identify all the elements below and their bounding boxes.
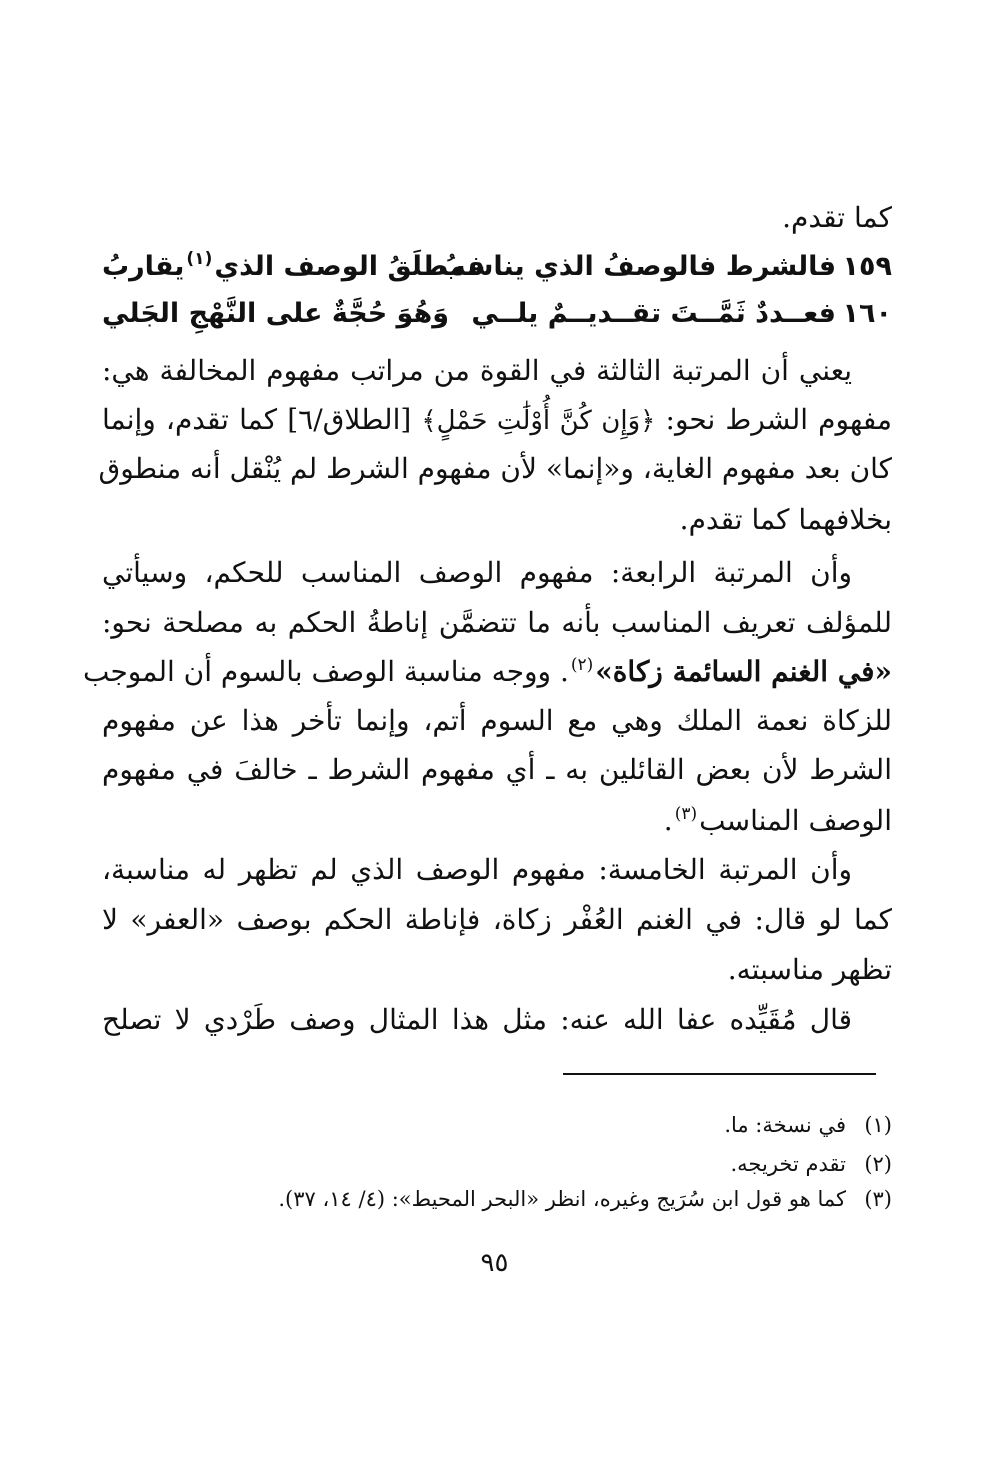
verse-text-end: يقاربُ bbox=[102, 251, 185, 282]
paragraph-line bbox=[83, 650, 892, 698]
footnote-marker: (٢) bbox=[570, 655, 594, 675]
paragraph-line bbox=[102, 799, 892, 847]
footnote-number: (٢) bbox=[864, 1152, 892, 1176]
paragraph-line: للزكاة نعمة الملك وهي مع السوم أتم، وإنما تأخر هذا عن مفهوم bbox=[102, 704, 892, 737]
page-number: ٩٥ bbox=[480, 1248, 509, 1278]
paragraph-line: تظهر مناسبته. bbox=[727, 953, 892, 986]
footnote-marker: (٣) bbox=[674, 804, 698, 824]
paragraph-line: للمؤلف تعريف المناسب بأنه ما تتضمَّن إناطةُ الحكم به مصلحة نحو: bbox=[102, 606, 892, 639]
verse-number: ١٦٠ bbox=[842, 298, 892, 329]
paragraph-line: بخلافهما كما تقدم. bbox=[679, 503, 892, 536]
verse-text: فمطلَقُ الوصف الذي bbox=[214, 251, 485, 282]
footnote-number: (٣) bbox=[864, 1187, 892, 1211]
text-run: الوصف المناسب bbox=[699, 804, 892, 837]
quran-verse: ﴿وَإِن كُنَّ أُوْلَٰتِ حَمْلٍ﴾ bbox=[421, 406, 656, 436]
text-run: . ووجه مناسبة الوصف بالسوم أن الموجب bbox=[83, 655, 569, 688]
paragraph-line: كما لو قال: في الغنم العُفْر زكاة، فإناطة الحكم بوصف «العفر» لا bbox=[102, 903, 892, 936]
footnote-marker: (١) bbox=[186, 249, 213, 269]
intro-line: كما تقدم. bbox=[782, 201, 892, 234]
paragraph-line: وأن المرتبة الرابعة: مفهوم الوصف المناسب للحكم، وسيأتي bbox=[102, 556, 852, 589]
text-run: مفهوم الشرط نحو: bbox=[655, 403, 893, 436]
verse-second-hemistich bbox=[102, 246, 485, 291]
verse-second-hemistich: وَهُوَ حُجَّةٌ على النَّهْجِ الجَلي bbox=[102, 298, 449, 329]
footnote-text: كما هو قول ابن سُرَيج وغيره، انظر «البحر المحيط»: (٤/ ١٤، ٣٧). bbox=[278, 1187, 846, 1211]
verse-first-hemistich: فالشرط فالوصفُ الذي يناسبُ bbox=[438, 251, 836, 282]
paragraph-line bbox=[102, 398, 892, 443]
footnote-text: تقدم تخريجه. bbox=[730, 1152, 846, 1176]
footnote-divider bbox=[563, 1073, 876, 1075]
footnote-text: في نسخة: ما. bbox=[724, 1113, 846, 1137]
text-run: [الطلاق/٦] كما تقدم، وإنما bbox=[102, 403, 422, 436]
verse-number: ١٥٩ bbox=[842, 251, 892, 282]
paragraph-line: الشرط لأن بعض القائلين به ـ أي مفهوم الشرط ـ خالفَ في مفهوم bbox=[102, 753, 892, 786]
text-run: . bbox=[663, 804, 673, 837]
hadith-quote: «في الغنم السائمة زكاة» bbox=[595, 655, 892, 688]
verse-first-hemistich: فعــددٌ ثَمَّــتَ تقــديــمٌ يلــي bbox=[471, 298, 836, 329]
paragraph-line: يعني أن المرتبة الثالثة في القوة من مراتب مفهوم المخالفة هي: bbox=[102, 354, 852, 387]
footnote-1 bbox=[102, 1110, 892, 1140]
paragraph-line: وأن المرتبة الخامسة: مفهوم الوصف الذي لم تظهر له مناسبة، bbox=[102, 853, 852, 886]
paragraph-line: كان بعد مفهوم الغاية، و«إنما» لأن مفهوم الشرط لم يُنْقل أنه منطوق bbox=[98, 452, 892, 485]
paragraph-line: قال مُقَيِّده عفا الله عنه: مثل هذا المثال وصف طَرْدي لا تصلح bbox=[102, 1003, 852, 1036]
footnote-number: (١) bbox=[864, 1113, 892, 1137]
footnote-3 bbox=[102, 1184, 892, 1214]
footnote-2 bbox=[102, 1149, 892, 1179]
